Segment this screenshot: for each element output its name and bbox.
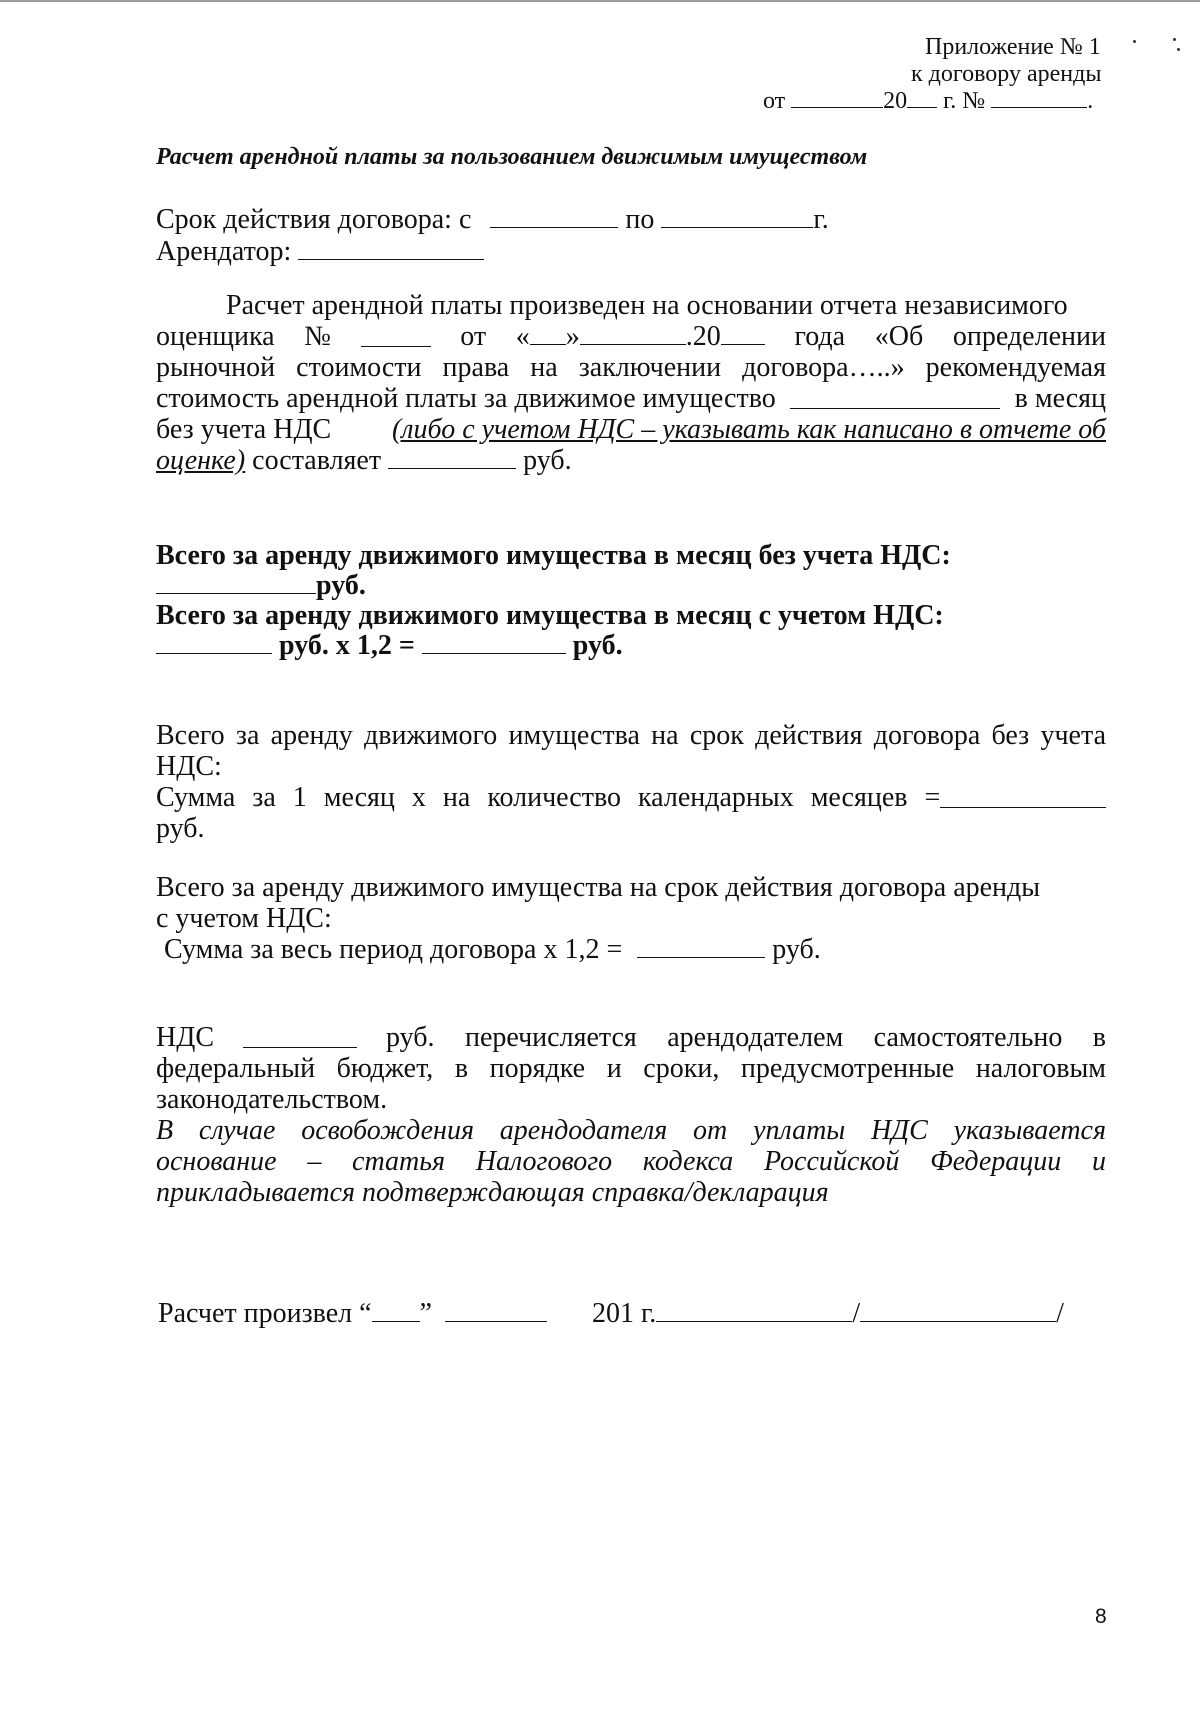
rub-label: руб. <box>316 570 366 601</box>
appendix-date-line: от 20 г. № . <box>763 88 1094 114</box>
report-day-blank[interactable] <box>530 343 566 345</box>
para-line-5 <box>156 414 1106 446</box>
from-label: от <box>763 88 786 114</box>
rub-label: руб. <box>572 630 623 661</box>
para-italic-note: (либо с учетом НДС – указывать как написано в отчете об <box>391 414 1106 445</box>
page-number: 8 <box>1095 1605 1107 1628</box>
vat-text: руб. перечисляется арендодателем самостоятельно в <box>386 1022 1106 1053</box>
para-word: оценщика <box>156 321 275 352</box>
term-total-rub: руб. <box>156 813 205 844</box>
sign-year: 201 г. <box>591 1298 657 1329</box>
term-to: по <box>625 204 655 235</box>
total-month-no-vat: Всего за аренду движимого имущества в месяц без учета НДС: <box>156 540 951 571</box>
tenant-blank[interactable] <box>298 258 484 260</box>
contract-term-line <box>156 204 829 236</box>
para-text: без учета НДС <box>156 414 332 445</box>
quote-close: » <box>565 321 580 352</box>
para-word: определении <box>952 321 1106 352</box>
report-number-blank[interactable] <box>361 345 431 347</box>
para-text: рыночной стоимости права на заключении договора…..» рекомендуемая <box>156 352 1106 383</box>
total-month-no-vat-value <box>156 570 366 602</box>
para-text: руб. <box>523 445 572 476</box>
vat-exempt-line-2: основание – статья Налогового кодекса Российской Федерации и <box>156 1146 1106 1177</box>
vat-exempt-line-3: прикладывается подтверждающая справка/декларация <box>156 1177 829 1208</box>
vat-line-3: законодательством. <box>156 1084 388 1115</box>
term-end-blank[interactable] <box>661 226 813 228</box>
term-total-formula <box>156 782 1106 814</box>
para-line-1: Расчет арендной платы произведен на основании отчета независимого <box>226 290 1068 321</box>
para-line-3 <box>156 352 1106 384</box>
formula-text: Сумма за весь период договора х 1,2 = <box>164 934 623 965</box>
slash: / <box>1056 1298 1064 1329</box>
rent-amount-blank[interactable] <box>790 407 1000 409</box>
para-italic-note: оценке) <box>156 445 246 476</box>
term-total-blank[interactable] <box>940 806 1106 808</box>
total-month-vat: Всего за аренду движимого имущества в месяц с учетом НДС: <box>156 600 944 631</box>
report-year-prefix: .20 <box>685 321 721 352</box>
para-text: в месяц <box>1014 383 1106 414</box>
para-word: года <box>794 321 846 352</box>
quote-open: « <box>515 321 530 352</box>
formula-text: Сумма за 1 месяц х на количество календарных месяцев = <box>156 782 941 813</box>
contract-no-label: г. № <box>943 88 986 114</box>
name-blank[interactable] <box>860 1320 1056 1322</box>
appendix-number: Приложение № 1 <box>925 34 1101 60</box>
quote-open: “ <box>359 1298 372 1329</box>
tenant-line <box>156 236 484 268</box>
vat-label: НДС <box>156 1022 214 1053</box>
page-title: Расчет арендной платы за пользованием движимым имуществом <box>156 144 868 170</box>
term-total-vat-label: НДС: <box>156 751 222 782</box>
signature-line <box>158 1298 1064 1330</box>
para-line-2 <box>156 321 1106 353</box>
term-label: Срок действия договора: с <box>156 204 472 235</box>
vat-multiplier: руб. х 1,2 = <box>279 630 415 661</box>
total-no-vat-blank[interactable] <box>156 592 316 594</box>
signature-blank[interactable] <box>656 1320 852 1322</box>
rent-sum-blank[interactable] <box>388 467 516 469</box>
sign-month-blank[interactable] <box>445 1320 547 1322</box>
tenant-label: Арендатор: <box>156 236 292 267</box>
term-total-vat-blank[interactable] <box>637 956 765 958</box>
scan-speck <box>1133 40 1136 43</box>
year-blank[interactable] <box>907 106 937 108</box>
scan-speck <box>1177 48 1180 51</box>
scan-speck <box>1173 38 1176 41</box>
report-month-blank[interactable] <box>580 343 686 345</box>
para-line-6 <box>156 445 572 477</box>
total-month-vat-value <box>156 630 623 662</box>
report-year-blank[interactable] <box>721 343 765 345</box>
contract-no-blank[interactable] <box>991 106 1087 108</box>
para-word: «Об <box>874 321 924 352</box>
vat-base-blank[interactable] <box>156 652 272 654</box>
rub-label: руб. <box>772 934 821 965</box>
vat-result-blank[interactable] <box>422 652 566 654</box>
vat-amount-blank[interactable] <box>243 1046 357 1048</box>
vat-line-2: федеральный бюджет, в порядке и сроки, предусмотренные налоговым <box>156 1053 1106 1084</box>
quote-close: ” <box>419 1298 432 1329</box>
term-total-vat-formula <box>164 934 821 966</box>
term-start-blank[interactable] <box>490 226 618 228</box>
vat-line-1 <box>156 1022 1106 1054</box>
term-total-vat-sub: с учетом НДС: <box>156 903 332 934</box>
vat-exempt-line-1: В случае освобождения арендодателя от уплаты НДС указывается <box>156 1115 1106 1146</box>
term-total-heading: Всего за аренду движимого имущества на срок действия договора без учета <box>156 720 1106 751</box>
date-blank[interactable] <box>791 106 883 108</box>
term-year: г. <box>813 204 829 235</box>
term-total-vat-heading: Всего за аренду движимого имущества на срок действия договора аренды <box>156 872 1041 903</box>
para-line-4 <box>156 383 1106 415</box>
para-text: составляет <box>252 445 382 476</box>
appendix-contract: к договору аренды <box>911 61 1102 87</box>
para-word: № <box>304 321 331 352</box>
para-word: от <box>460 321 487 352</box>
signature-label: Расчет произвел <box>158 1298 353 1329</box>
sign-day-blank[interactable] <box>372 1320 420 1322</box>
year-prefix: 20 <box>883 88 908 114</box>
para-text: стоимость арендной платы за движимое имущество <box>156 383 776 414</box>
slash: / <box>852 1298 861 1329</box>
scan-edge <box>0 0 1200 2</box>
